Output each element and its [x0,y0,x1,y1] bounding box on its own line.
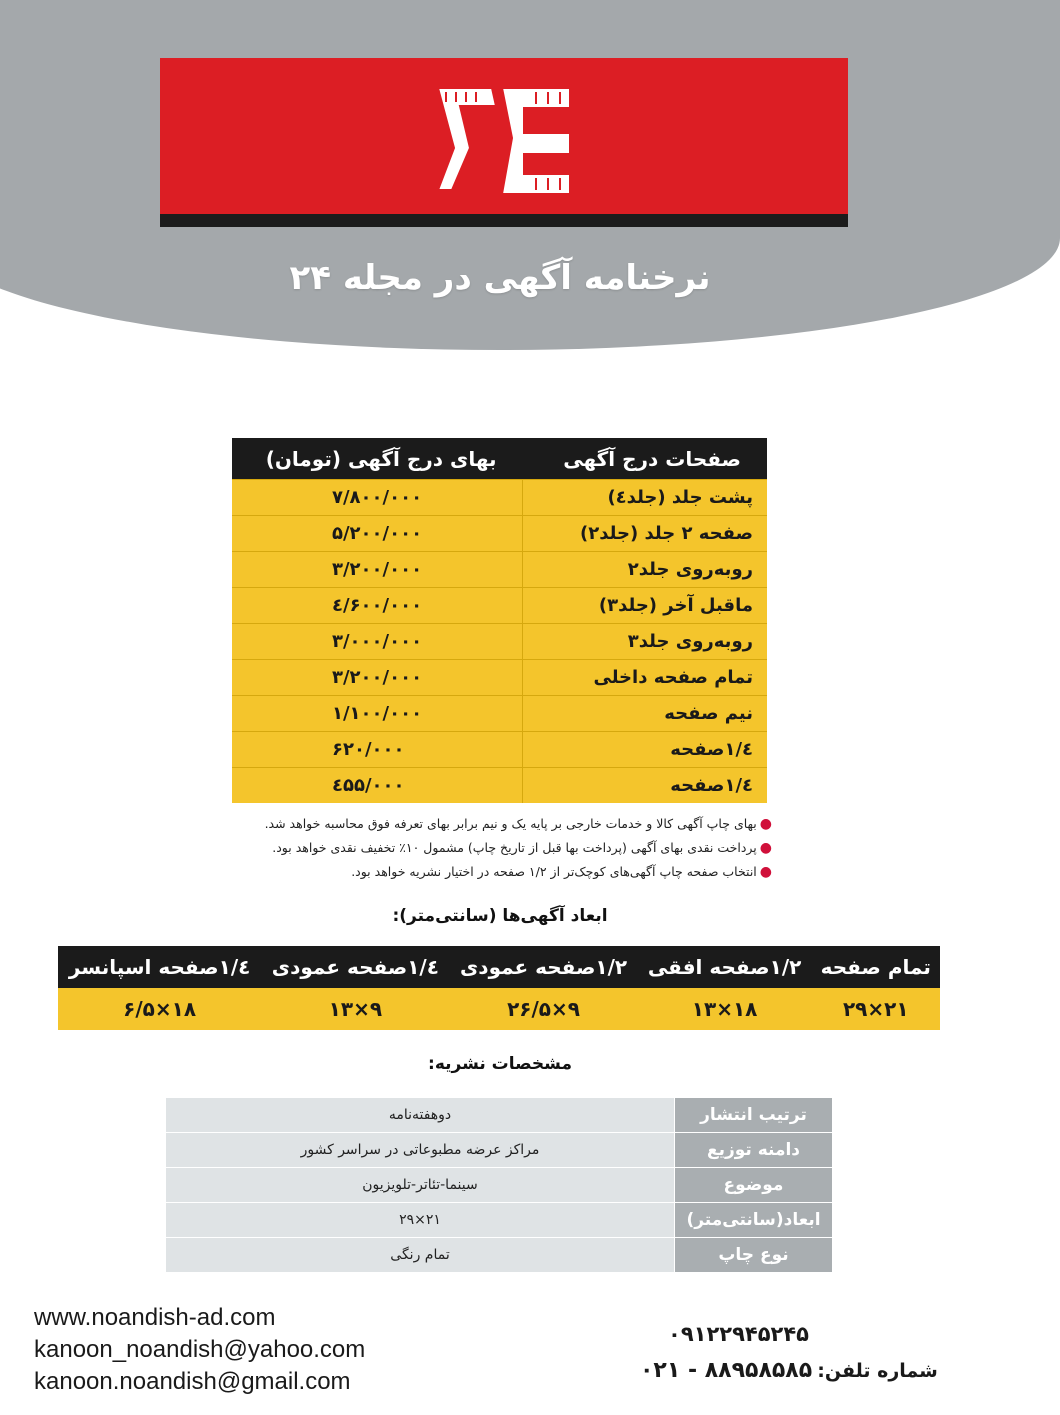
size-header: تمام صفحه [812,946,940,988]
table-row [166,1098,833,1133]
spec-label: موضوع [675,1168,833,1203]
table-row [232,768,767,804]
note-item: ●انتخاب صفحه چاپ آگهی‌های کوچک‌تر از ۱/۲ صفحه در اختیار نشریه خواهد بود. [351,864,772,880]
bullet-icon: ● [759,864,772,880]
size-header: ١/٢صفحه افقی [638,946,812,988]
page-cell: ١/٤صفحه [523,768,767,804]
specs-title: مشخصات نشریه: [428,1054,572,1074]
banner-strip [160,214,848,227]
price-cell: ٤۵۵/۰۰۰ [232,768,523,804]
price-cell: ۳/۲۰۰/۰۰۰ [232,552,523,588]
bullet-icon: ● [759,840,772,856]
email-link-yahoo[interactable]: kanoon_noandish@yahoo.com [34,1336,366,1363]
magazine-logo [432,78,576,202]
phone-number: ۰۲۱ - ۸۸۹۵۸۵۸۵ [640,1358,813,1383]
page-cell: تمام صفحه داخلی [523,660,767,696]
page-cell: نیم صفحه [523,696,767,732]
table-row [166,1203,833,1238]
price-cell: ۱/۱۰۰/۰۰۰ [232,696,523,732]
price-table [232,438,767,803]
table-row [232,552,767,588]
page-cell: روبه‌روی جلد۲ [523,552,767,588]
price-cell: ۳/۰۰۰/۰۰۰ [232,624,523,660]
page-title: نرخنامه آگهی در مجله ۲۴ [289,258,711,298]
page-cell: صفحه ۲ جلد (جلد۲) [523,516,767,552]
specs-table [165,1097,833,1273]
spec-value: دوهفته‌نامه [166,1098,675,1133]
size-value: ۱۸×۶/۵ [58,988,261,1030]
size-value: ۹×۱۳ [261,988,449,1030]
spec-value: سینما-تئاتر-تلویزیون [166,1168,675,1203]
table-row [166,1168,833,1203]
spec-value: مراکز عرضه مطبوعاتی در سراسر کشور [166,1133,675,1168]
email-link-gmail[interactable]: kanoon.noandish@gmail.com [34,1368,351,1395]
price-cell: ۷/۸۰۰/۰۰۰ [232,480,523,516]
page-cell: پشت جلد (جلد٤) [523,480,767,516]
spec-label: ترتیب انتشار [675,1098,833,1133]
page-cell: ١/٤صفحه [523,732,767,768]
table-row [166,1133,833,1168]
table-row [232,660,767,696]
table-row [232,696,767,732]
page-cell: ماقبل آخر (جلد۳) [523,588,767,624]
size-header: ١/٤صفحه عمودی [261,946,449,988]
table-row [232,480,767,516]
pages-column-header: صفحات درج آگهی [523,438,767,480]
table-row [232,624,767,660]
table-row [232,516,767,552]
note-item: ●پرداخت نقدی بهای آگهی (پرداخت بها قبل از تاریخ چاپ) مشمول ۱۰٪ تخفیف نقدی خواهد بود. [272,840,772,856]
spec-label: نوع چاپ [675,1238,833,1273]
contact-block [34,1302,365,1398]
size-value: ۲۱×۲۹ [812,988,940,1030]
phone-row [640,1358,938,1383]
note-item: ●بهای چاپ آگهی کالا و خدمات خارجی بر پایه یک و نیم برابر بهای تعرفه فوق محاسبه خواهد شد. [264,816,772,832]
price-column-header: بهای درج آگهی (تومان) [232,438,523,480]
spec-label: ابعاد(سانتی‌متر) [675,1203,833,1238]
size-value: ۱۸×۱۳ [638,988,812,1030]
table-row [166,1238,833,1273]
spec-label: دامنه توزیع [675,1133,833,1168]
table-row [232,732,767,768]
sizes-table [58,946,940,1030]
price-cell: ۶۲۰/۰۰۰ [232,732,523,768]
spec-value: ۲۱×۲۹ [166,1203,675,1238]
phone-label: شماره تلفن: [817,1360,938,1382]
notes-list [232,812,772,884]
sizes-title: ابعاد آگهی‌ها (سانتی‌متر): [392,906,608,926]
table-row [232,588,767,624]
spec-value: تمام رنگی [166,1238,675,1273]
bullet-icon: ● [759,816,772,832]
mobile-number: ۰۹۱۲۲۹۴۵۲۴۵ [668,1322,809,1346]
price-cell: ۳/۲۰۰/۰۰۰ [232,660,523,696]
price-cell: ٤/۶۰۰/۰۰۰ [232,588,523,624]
size-value: ۹×۲۶/۵ [449,988,637,1030]
website-link[interactable]: www.noandish-ad.com [34,1304,276,1331]
size-header: ١/٤صفحه اسپانسر [58,946,261,988]
size-header: ١/٢صفحه عمودی [449,946,637,988]
price-cell: ۵/۲۰۰/۰۰۰ [232,516,523,552]
table-row [58,988,940,1030]
page-cell: روبه‌روی جلد۳ [523,624,767,660]
